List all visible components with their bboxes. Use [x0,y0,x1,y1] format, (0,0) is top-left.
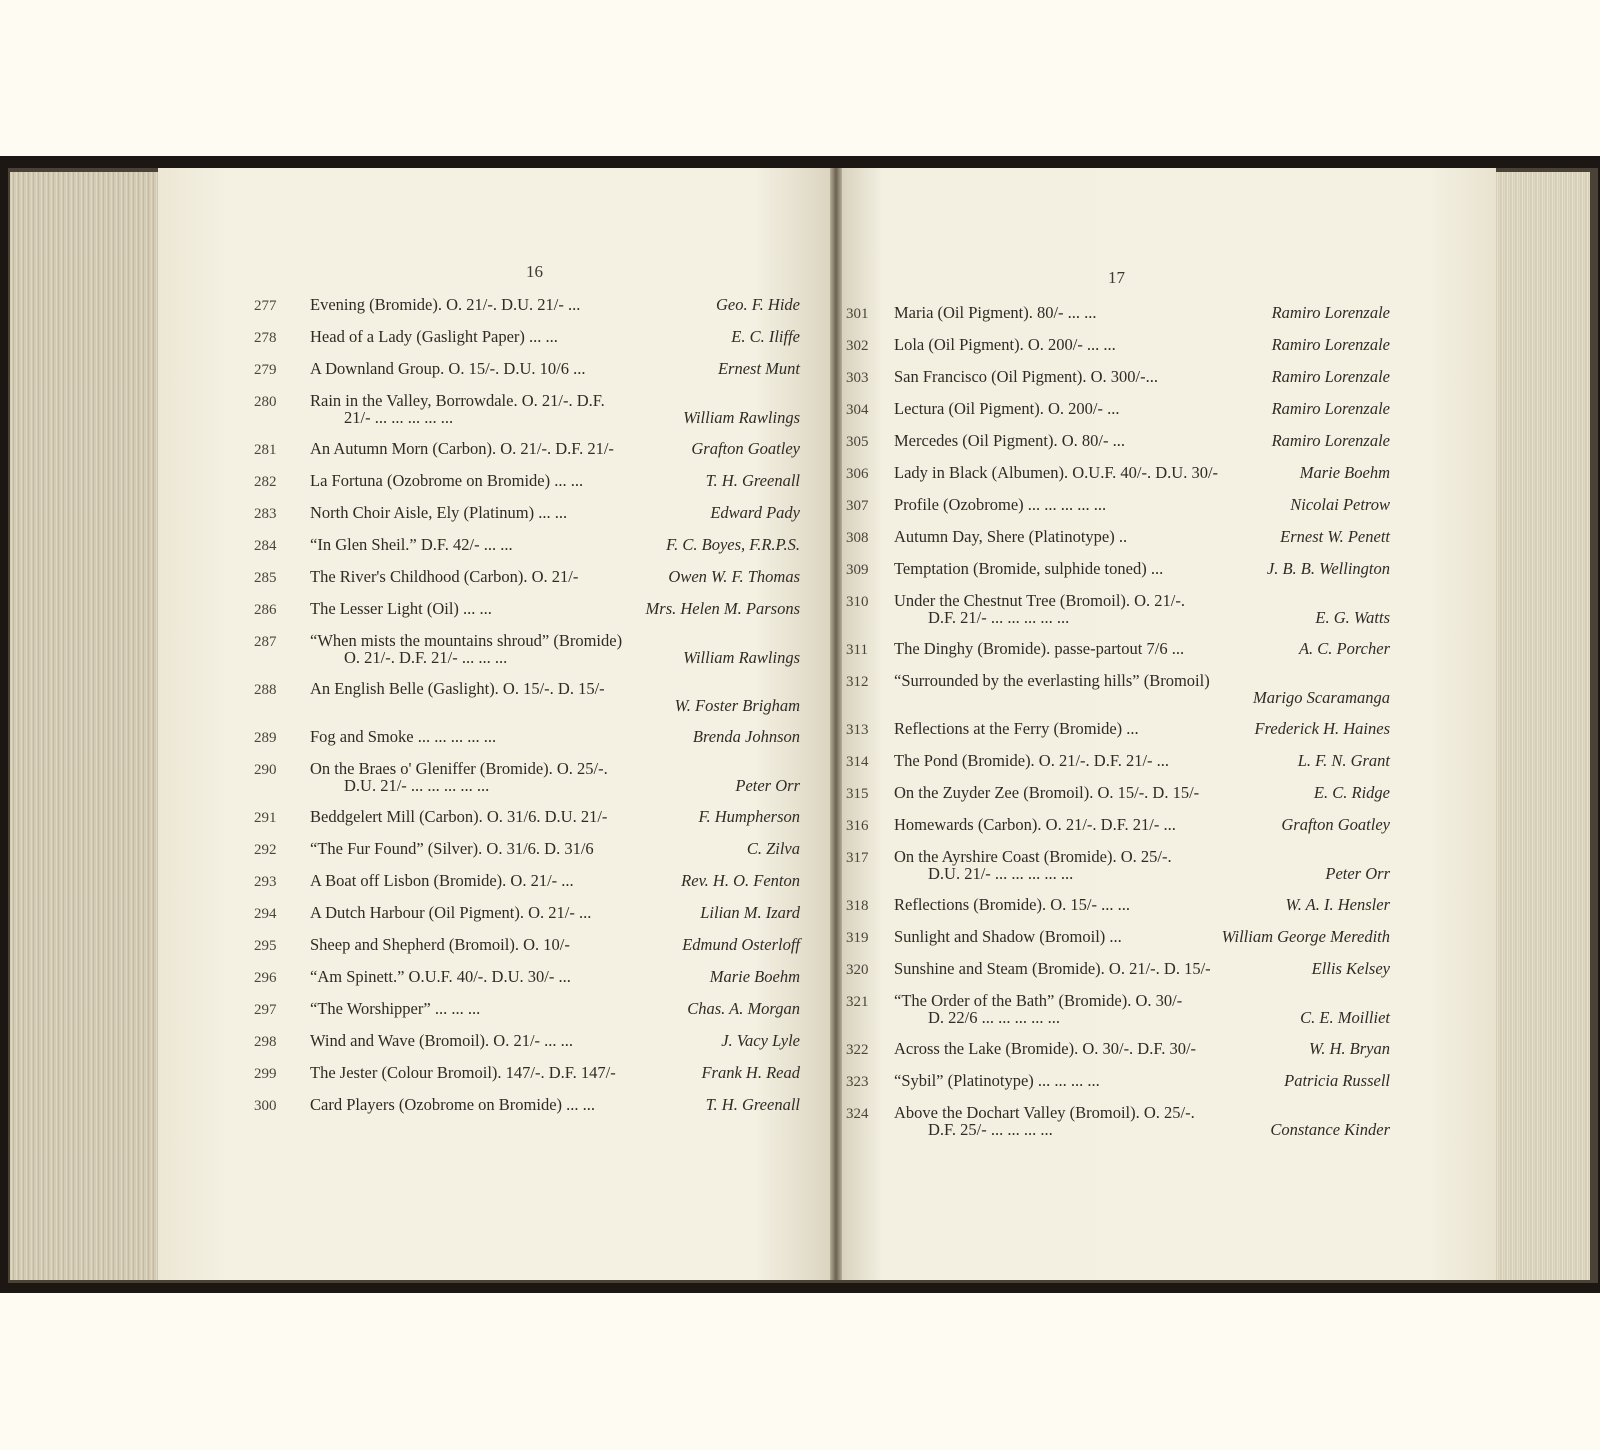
entry-number: 321 [846,994,869,1010]
entry-number: 290 [254,762,277,778]
entry-title: Rain in the Valley, Borrowdale. O. 21/-. D.F. [310,391,605,410]
entry-title: A Boat off Lisbon (Bromide). O. 21/- ... [310,871,574,890]
entry-number: 310 [846,594,869,610]
catalogue-entry [254,904,800,924]
entry-title: Above the Dochart Valley (Bromoil). O. 25/-. [894,1103,1195,1122]
catalogue-entry [846,1040,1390,1060]
entry-title: Profile (Ozobrome) ... ... ... ... ... [894,495,1107,514]
catalogue-entry [254,808,800,828]
catalogue-entry [846,816,1390,836]
entry-number: 305 [846,434,869,450]
entry-number: 277 [254,298,277,314]
catalogue-entry [254,440,800,460]
entry-author: Marigo Scaramanga [1252,688,1390,707]
entry-number: 280 [254,394,277,410]
catalogue-entry [846,671,1390,707]
entry-author: Grafton Goatley [691,439,800,458]
entry-author: Owen W. F. Thomas [668,567,800,586]
entry-author: Edward Pady [710,503,800,522]
catalogue-entry [254,1000,800,1020]
entry-number: 301 [846,306,869,322]
entry-number: 292 [254,842,277,858]
entry-number: 298 [254,1034,277,1050]
entry-price-line: D.U. 21/- ... ... ... ... ... [344,776,490,795]
entry-author: Nicolai Petrow [1290,495,1390,514]
entry-author: C. E. Moilliet [1300,1008,1390,1027]
entry-number: 289 [254,730,277,746]
entry-title: On the Ayrshire Coast (Bromide). O. 25/-. [894,847,1172,866]
entry-author: Mrs. Helen M. Parsons [645,599,800,618]
entry-title: Lady in Black (Albumen). O.U.F. 40/-. D.U. 30/- [894,463,1219,482]
entry-author: Chas. A. Morgan [687,999,800,1018]
catalogue-entry [254,968,800,988]
catalogue-entry [254,504,800,524]
entry-number: 300 [254,1098,277,1114]
entry-number: 307 [846,498,869,514]
entry-number: 299 [254,1066,277,1082]
entry-title: Beddgelert Mill (Carbon). O. 31/6. D.U. 21/- [310,807,608,826]
entry-author: Peter Orr [1325,864,1390,883]
entry-title: Across the Lake (Bromide). O. 30/-. D.F. 30/- [894,1039,1197,1058]
entry-price-line: 21/- ... ... ... ... ... [344,408,454,427]
catalogue-entry [254,936,800,956]
entry-number: 313 [846,722,869,738]
entry-title: On the Zuyder Zee (Bromoil). O. 15/-. D. 15/- [894,783,1200,802]
entry-author: E. C. Ridge [1313,783,1390,802]
entry-number: 278 [254,330,277,346]
entry-author: E. G. Watts [1315,608,1390,627]
entry-title: A Dutch Harbour (Oil Pigment). O. 21/- ... [310,903,592,922]
entry-title: “Sybil” (Platinotype) ... ... ... ... [894,1071,1100,1090]
entry-title: Under the Chestnut Tree (Bromoil). O. 21/-. [894,591,1186,610]
entry-author: Ramiro Lorenzale [1271,367,1390,386]
entry-author: W. H. Bryan [1309,1039,1390,1058]
entry-title: Sunshine and Steam (Bromide). O. 21/-. D. 15/- [894,959,1211,978]
entry-author: T. H. Greenall [705,1095,800,1114]
catalogue-entry [846,720,1390,740]
catalogue-entry [846,464,1390,484]
entry-number: 279 [254,362,277,378]
entry-title: On the Braes o' Gleniffer (Bromide). O. 25/-. [310,759,608,778]
catalogue-entry [846,960,1390,980]
catalogue-entry [254,1064,800,1084]
entry-author: Frank H. Read [701,1063,800,1082]
entry-title: La Fortuna (Ozobrome on Bromide) ... ... [310,471,584,490]
entry-price-line: D. 22/6 ... ... ... ... ... [928,1008,1060,1027]
entry-title: “Surrounded by the everlasting hills” (Bromoil) [894,671,1210,690]
catalogue-entry [846,432,1390,452]
entry-author: Ramiro Lorenzale [1271,335,1390,354]
entry-number: 319 [846,930,869,946]
catalogue-entry [254,728,800,748]
entry-number: 281 [254,442,277,458]
entry-title: The Pond (Bromide). O. 21/-. D.F. 21/- ... [894,751,1170,770]
entry-author: Ramiro Lorenzale [1271,399,1390,418]
catalogue-entry [846,928,1390,948]
entry-title: Autumn Day, Shere (Platinotype) .. [894,527,1128,546]
entry-author: W. A. I. Hensler [1285,895,1390,914]
catalogue-entry [254,760,800,796]
entry-number: 318 [846,898,869,914]
entry-number: 303 [846,370,869,386]
catalogue-entry [846,496,1390,516]
entry-number: 287 [254,634,277,650]
catalogue-entry [846,592,1390,628]
entry-title: A Downland Group. O. 15/-. D.U. 10/6 ... [310,359,586,378]
book-gutter [830,168,842,1280]
catalogue-entry [254,296,800,316]
entry-title: Card Players (Ozobrome on Bromide) ... ... [310,1095,596,1114]
page-number: 16 [526,262,543,281]
entry-number: 296 [254,970,277,986]
entry-title: The Jester (Colour Bromoil). 147/-. D.F. 147/- [310,1063,616,1082]
entry-author: Geo. F. Hide [715,295,800,314]
page-edges-left [10,172,160,1280]
entry-number: 315 [846,786,869,802]
entry-title: The Lesser Light (Oil) ... ... [310,599,492,618]
entry-number: 284 [254,538,277,554]
entry-title: “In Glen Sheil.” D.F. 42/- ... ... [310,535,513,554]
entry-title: The River's Childhood (Carbon). O. 21/- [310,567,579,586]
entry-title: Reflections at the Ferry (Bromide) ... [894,719,1139,738]
entry-number: 317 [846,850,869,866]
page-number: 17 [1108,268,1125,287]
entry-title: “Am Spinett.” O.U.F. 40/-. D.U. 30/- ... [310,967,571,986]
entry-author: T. H. Greenall [705,471,800,490]
entry-author: Lilian M. Izard [700,903,800,922]
entry-title: San Francisco (Oil Pigment). O. 300/-... [894,367,1158,386]
entry-price-line: O. 21/-. D.F. 21/- ... ... ... [344,648,508,667]
entry-author: Brenda Johnson [692,727,800,746]
entry-number: 286 [254,602,277,618]
entry-title: Fog and Smoke ... ... ... ... ... [310,727,497,746]
entry-author: Ellis Kelsey [1311,959,1390,978]
entry-title: An Autumn Morn (Carbon). O. 21/-. D.F. 21/- [310,439,614,458]
entry-number: 316 [846,818,869,834]
right-page [836,168,1496,1280]
catalogue-entry [846,896,1390,916]
catalogue-entry [254,392,800,428]
catalogue-entry [846,528,1390,548]
catalogue-entry [254,568,800,588]
entry-number: 323 [846,1074,869,1090]
entry-title: Wind and Wave (Bromoil). O. 21/- ... ... [310,1031,574,1050]
entry-title: An English Belle (Gaslight). O. 15/-. D. 15/- [310,679,605,698]
entry-author: Peter Orr [735,776,800,795]
entry-number: 295 [254,938,277,954]
entry-title: “When mists the mountains shroud” (Bromide) [310,631,623,650]
entry-number: 297 [254,1002,277,1018]
entry-title: “The Order of the Bath” (Bromide). O. 30/- [894,991,1183,1010]
entry-number: 293 [254,874,277,890]
catalogue-entry [846,400,1390,420]
page-edges-right [1494,172,1590,1280]
entry-author: F. C. Boyes, F.R.P.S. [666,535,800,554]
entry-price-line: D.U. 21/- ... ... ... ... ... [928,864,1074,883]
entry-author: F. Humpherson [698,807,800,826]
entry-title: Mercedes (Oil Pigment). O. 80/- ... [894,431,1125,450]
catalogue-entry [846,304,1390,324]
catalogue-entry [846,1104,1390,1140]
entry-author: Ramiro Lorenzale [1271,303,1390,322]
entry-author: J. B. B. Wellington [1266,559,1390,578]
left-page [158,168,836,1280]
entry-number: 308 [846,530,869,546]
catalogue-entry [254,840,800,860]
catalogue-entry [846,848,1390,884]
entry-author: E. C. Iliffe [731,327,800,346]
entry-title: Sheep and Shepherd (Bromoil). O. 10/- [310,935,570,954]
catalogue-entry [846,368,1390,388]
entry-author: Patricia Russell [1284,1071,1390,1090]
entry-author: C. Zilva [746,839,800,858]
entry-number: 311 [846,642,868,658]
entry-title: Head of a Lady (Gaslight Paper) ... ... [310,327,558,346]
entry-author: J. Vacy Lyle [721,1031,800,1050]
entry-price-line: D.F. 25/- ... ... ... ... [928,1120,1053,1139]
entry-author: William Rawlings [683,408,800,427]
catalogue-entry [846,784,1390,804]
entry-number: 288 [254,682,277,698]
entry-number: 322 [846,1042,869,1058]
catalogue-entry [254,679,800,715]
catalogue-entry [254,1096,800,1116]
entry-title: Temptation (Bromide, sulphide toned) ... [894,559,1164,578]
entry-author: A. C. Porcher [1298,639,1390,658]
entry-price-line: D.F. 21/- ... ... ... ... ... [928,608,1070,627]
catalogue-entry [846,640,1390,660]
entry-author: Marie Boehm [709,967,800,986]
entry-author: Constance Kinder [1270,1120,1390,1139]
catalogue-entry [846,1072,1390,1092]
entry-title: Reflections (Bromide). O. 15/- ... ... [894,895,1130,914]
entry-title: “The Fur Found” (Silver). O. 31/6. D. 31/6 [310,839,594,858]
entry-number: 294 [254,906,277,922]
catalogue-entry [254,600,800,620]
entry-author: Marie Boehm [1299,463,1390,482]
entry-title: Homewards (Carbon). O. 21/-. D.F. 21/- ... [894,815,1176,834]
catalogue-entry [254,1032,800,1052]
entry-title: Maria (Oil Pigment). 80/- ... ... [894,303,1097,322]
entry-author: Grafton Goatley [1281,815,1390,834]
entry-number: 314 [846,754,869,770]
catalogue-entry [254,536,800,556]
entry-author: Ernest W. Penett [1280,527,1390,546]
entry-number: 309 [846,562,869,578]
entry-number: 302 [846,338,869,354]
entry-author: Frederick H. Haines [1254,719,1390,738]
catalogue-entry [846,752,1390,772]
entry-number: 304 [846,402,869,418]
entry-author: Ramiro Lorenzale [1271,431,1390,450]
entry-number: 324 [846,1106,869,1122]
entry-author: Edmund Osterloff [682,935,800,954]
entry-number: 312 [846,674,869,690]
entry-title: Lectura (Oil Pigment). O. 200/- ... [894,399,1120,418]
catalogue-entry [254,472,800,492]
entry-title: The Dinghy (Bromide). passe-partout 7/6 ... [894,639,1185,658]
entry-author: L. F. N. Grant [1297,751,1390,770]
catalogue-entry [254,872,800,892]
catalogue-entry [846,336,1390,356]
entry-number: 306 [846,466,869,482]
entry-author: William George Meredith [1221,927,1390,946]
entry-author: W. Foster Brigham [674,696,800,715]
entry-number: 285 [254,570,277,586]
entry-title: Lola (Oil Pigment). O. 200/- ... ... [894,335,1116,354]
catalogue-entry [254,328,800,348]
entry-author: Ernest Munt [717,359,800,378]
entry-title: Evening (Bromide). O. 21/-. D.U. 21/- ... [310,295,581,314]
entry-title: “The Worshipper” ... ... ... [310,999,481,1018]
entry-number: 283 [254,506,277,522]
catalogue-entry [254,632,800,668]
catalogue-entry [846,560,1390,580]
catalogue-entry [846,992,1390,1028]
entry-author: William Rawlings [683,648,800,667]
entry-title: North Choir Aisle, Ely (Platinum) ... ... [310,503,568,522]
entry-number: 282 [254,474,277,490]
entry-number: 320 [846,962,869,978]
entry-title: Sunlight and Shadow (Bromoil) ... [894,927,1122,946]
catalogue-entry [254,360,800,380]
entry-author: Rev. H. O. Fenton [681,871,800,890]
entry-number: 291 [254,810,277,826]
